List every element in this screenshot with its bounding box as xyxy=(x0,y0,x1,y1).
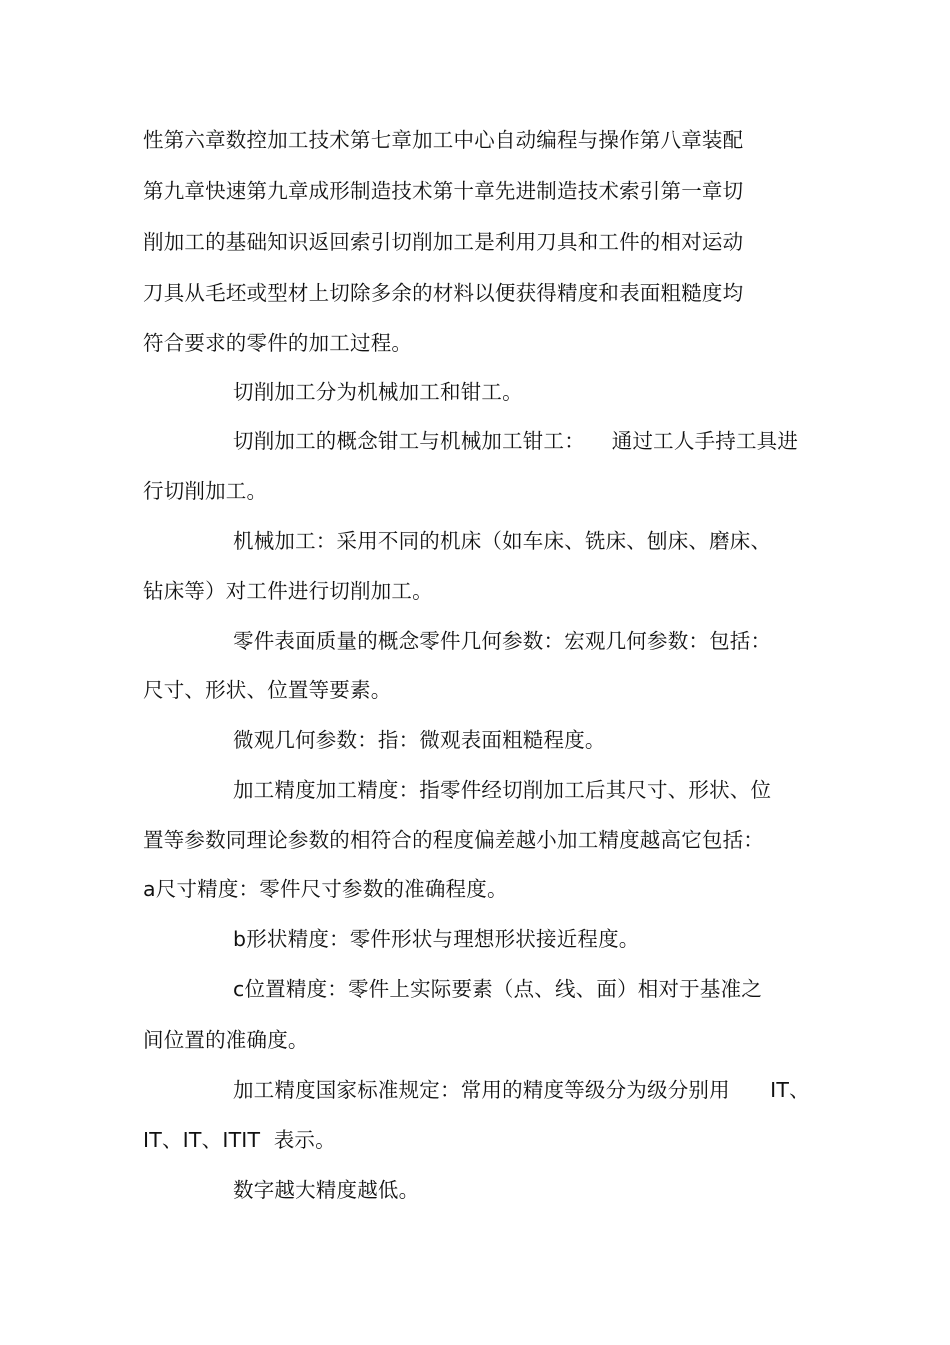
paragraph-line: 性第六章数控加工技术第七章加工中心自动编程与操作第八章装配 xyxy=(143,128,744,152)
paragraph-line: 零件表面质量的概念零件几何参数：宏观几何参数：包括： xyxy=(233,629,772,653)
paragraph-line: 加工精度加工精度：指零件经切削加工后其尺寸、形状、位 xyxy=(233,778,772,802)
paragraph-line: 削加工的基础知识返回索引切削加工是利用刀具和工件的相对运动 xyxy=(143,230,744,254)
paragraph-line: 尺寸、形状、位置等要素。 xyxy=(143,678,392,702)
paragraph-line: 加工精度国家标准规定：常用的精度等级分为级分别用 IT、 xyxy=(233,1078,810,1102)
paragraph-line: 钻床等）对工件进行切削加工。 xyxy=(143,579,433,603)
paragraph-line: b形状精度：零件形状与理想形状接近程度。 xyxy=(233,927,640,951)
paragraph-line: 置等参数同理论参数的相符合的程度偏差越小加工精度越高它包括： xyxy=(143,828,764,852)
paragraph-line: a尺寸精度：零件尺寸参数的准确程度。 xyxy=(143,877,508,901)
paragraph-line: c位置精度：零件上实际要素（点、线、面）相对于基准之 xyxy=(233,977,762,1001)
paragraph-line: IT、IT、ITIT 表示。 xyxy=(143,1128,336,1152)
paragraph-line: 间位置的准确度。 xyxy=(143,1028,309,1052)
paragraph-line: 行切削加工。 xyxy=(143,479,268,503)
paragraph-line: 刀具从毛坯或型材上切除多余的材料以便获得精度和表面粗糙度均 xyxy=(143,281,744,305)
paragraph-line: 第九章快速第九章成形制造技术第十章先进制造技术索引第一章切 xyxy=(143,179,744,203)
paragraph-line: 微观几何参数：指：微观表面粗糙程度。 xyxy=(233,728,606,752)
paragraph-line: 机械加工：采用不同的机床（如车床、铣床、刨床、磨床、 xyxy=(233,529,772,553)
paragraph-line: 数字越大精度越低。 xyxy=(233,1178,420,1202)
paragraph-line: 切削加工分为机械加工和钳工。 xyxy=(233,380,523,404)
paragraph-line: 切削加工的概念钳工与机械加工钳工： 通过工人手持工具进 xyxy=(233,429,799,453)
paragraph-line: 符合要求的零件的加工过程。 xyxy=(143,331,413,355)
